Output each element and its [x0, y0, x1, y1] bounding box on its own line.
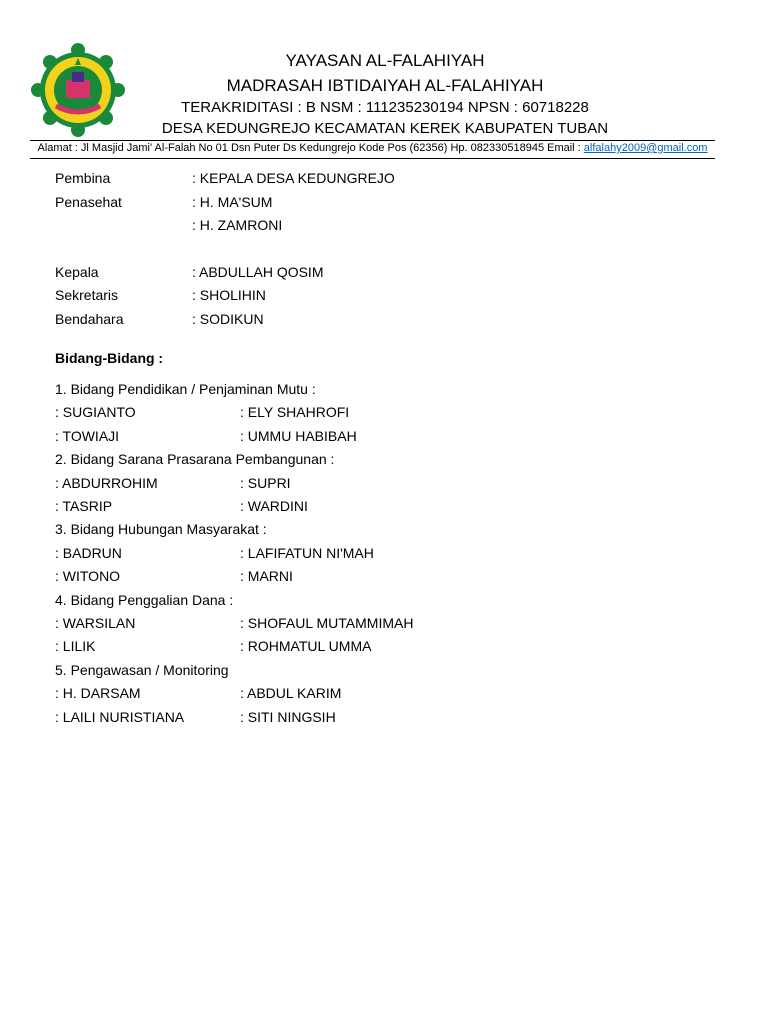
- header-rule-bottom: [30, 158, 715, 159]
- member-left: : TOWIAJI: [55, 427, 120, 444]
- member-right: : SHOFAUL MUTAMMIMAH: [240, 615, 414, 631]
- officer-name: : KEPALA DESA KEDUNGREJO: [192, 170, 395, 186]
- member-left: : TASRIP: [55, 498, 113, 514]
- member-right: : MARNI: [240, 568, 293, 585]
- officer-role: Sekretaris: [55, 287, 119, 303]
- school-name: MADRASAH IBTIDAIYAH AL-FALAHIYAH: [226, 76, 544, 95]
- officer-name: : ABDULLAH QOSIM: [192, 264, 324, 280]
- member-left: : LILIK: [55, 638, 96, 655]
- division-title: 1. Bidang Pendidikan / Penjaminan Mutu :: [55, 381, 316, 397]
- email-link[interactable]: alfalahy2009@gmail.com: [583, 142, 708, 154]
- officer-role: Pembina: [55, 170, 111, 186]
- member-right: : SITI NINGSIH: [240, 708, 336, 725]
- division-title: 3. Bidang Hubungan Masyarakat :: [55, 521, 267, 538]
- division-title: 2. Bidang Sarana Prasarana Pembangunan :: [55, 451, 335, 468]
- division-title: 4. Bidang Penggalian Dana :: [55, 591, 234, 608]
- member-right: : ELY SHAHROFI: [240, 404, 350, 421]
- member-left: : ABDURROHIM: [55, 474, 158, 491]
- member-left: : WARSILAN: [55, 615, 136, 631]
- member-left: : BADRUN: [55, 544, 122, 561]
- division-title: 5. Pengawasan / Monitoring: [55, 661, 229, 678]
- member-left: : H. DARSAM: [55, 685, 141, 702]
- member-right: : SUPRI: [240, 474, 291, 491]
- member-right: : WARDINI: [240, 498, 308, 514]
- officer-name: : SHOLIHIN: [192, 287, 266, 303]
- member-left: : WITONO: [55, 568, 121, 585]
- location-line: DESA KEDUNGREJO KECAMATAN KEREK KABUPATEN TUBAN: [161, 120, 609, 137]
- address-text: Alamat : Jl Masjid Jami' Al-Falah No 01 Dsn Puter Ds Kedungrejo Kode Pos (62356) Hp. 082330518945 Email :: [37, 142, 584, 154]
- member-right: : UMMU HABIBAH: [240, 427, 357, 444]
- member-left: : LAILI NURISTIANA: [55, 708, 185, 725]
- address-line: [30, 142, 715, 154]
- accreditation-line: TERAKRIDITASI : B NSM : 111235230194 NPSN : 60718228: [181, 99, 589, 116]
- officer-name: : H. MA'SUM: [192, 194, 273, 210]
- officer-name: : SODIKUN: [192, 311, 264, 327]
- member-right: : LAFIFATUN NI'MAH: [240, 544, 374, 561]
- member-left: : SUGIANTO: [55, 404, 136, 421]
- officer-role: Kepala: [55, 264, 99, 280]
- section-heading: Bidang-Bidang :: [55, 350, 164, 366]
- officer-role: Bendahara: [55, 311, 124, 327]
- member-right: : ROHMATUL UMMA: [240, 638, 372, 655]
- member-right: : ABDUL KARIM: [240, 685, 342, 702]
- officer-name: : H. ZAMRONI: [192, 217, 283, 233]
- header-rule-top: [30, 140, 715, 141]
- foundation-name: YAYASAN AL-FALAHIYAH: [285, 51, 485, 70]
- officer-role: Penasehat: [55, 194, 122, 210]
